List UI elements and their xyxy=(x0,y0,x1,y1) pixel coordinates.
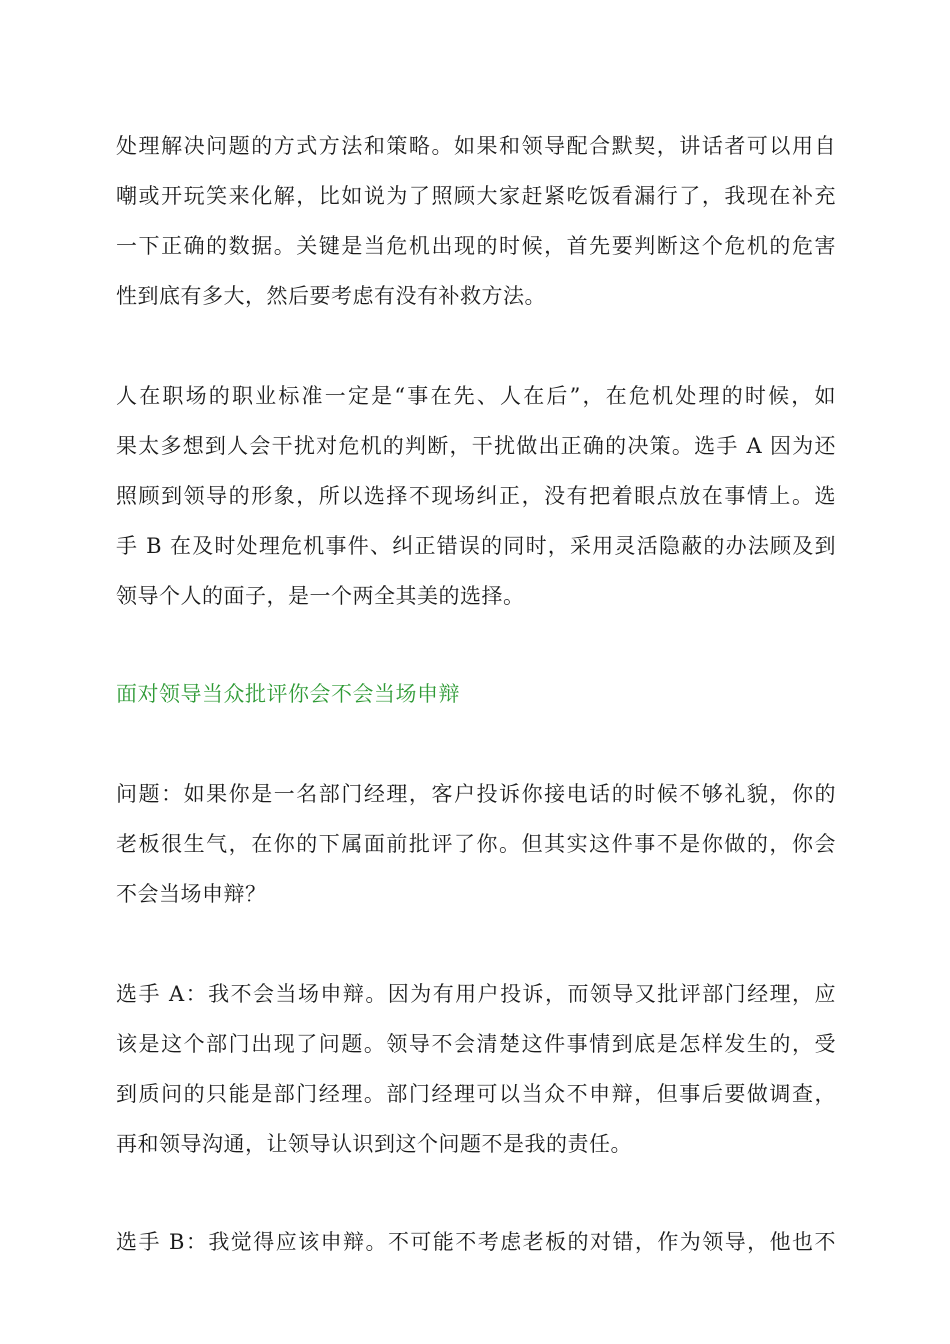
text-line: 嘲或开玩笑来化解，比如说为了照顾大家赶紧吃饭看漏行了，我现在补充 xyxy=(116,184,836,208)
text-line: 问题：如果你是一名部门经理，客户投诉你接电话的时候不够礼貌，你的 xyxy=(116,782,836,806)
section-heading: 面对领导当众批评你会不会当场申辩 xyxy=(116,682,460,706)
text-line: 到质问的只能是部门经理。部门经理可以当众不申辩，但事后要做调查， xyxy=(116,1082,836,1106)
paragraph-workplace-standard xyxy=(116,371,836,621)
paragraph-contestant-a xyxy=(116,969,836,1169)
text-line: 性到底有多大，然后要考虑有没有补救方法。 xyxy=(116,284,546,308)
text-line: 选手 B：我觉得应该申辩。不可能不考虑老板的对错，作为领导，他也不 xyxy=(116,1230,836,1254)
paragraph-crisis-handling xyxy=(116,121,836,321)
text-line: 果太多想到人会干扰对危机的判断，干扰做出正确的决策。选手 A 因为还 xyxy=(116,434,836,458)
text-line: 选手 A：我不会当场申辩。因为有用户投诉，而领导又批评部门经理，应 xyxy=(116,982,836,1006)
paragraph-contestant-b xyxy=(116,1217,836,1267)
text-line: 再和领导沟通，让领导认识到这个问题不是我的责任。 xyxy=(116,1132,632,1156)
text-line: 手 B 在及时处理危机事件、纠正错误的同时，采用灵活隐蔽的办法顾及到 xyxy=(116,534,836,558)
text-line: 处理解决问题的方式方法和策略。如果和领导配合默契，讲话者可以用自 xyxy=(116,134,836,158)
text-line: 该是这个部门出现了问题。领导不会清楚这件事情到底是怎样发生的，受 xyxy=(116,1032,836,1056)
text-line: 领导个人的面子，是一个两全其美的选择。 xyxy=(116,584,525,608)
text-line: 不会当场申辩？ xyxy=(116,882,267,906)
text-line: 人在职场的职业标准一定是“事在先、人在后”，在危机处理的时候，如 xyxy=(116,384,836,408)
text-line: 一下正确的数据。关键是当危机出现的时候，首先要判断这个危机的危害 xyxy=(116,234,836,258)
text-line: 老板很生气，在你的下属面前批评了你。但其实这件事不是你做的，你会 xyxy=(116,832,836,856)
text-line: 照顾到领导的形象，所以选择不现场纠正，没有把着眼点放在事情上。选 xyxy=(116,484,836,508)
paragraph-question xyxy=(116,769,836,919)
